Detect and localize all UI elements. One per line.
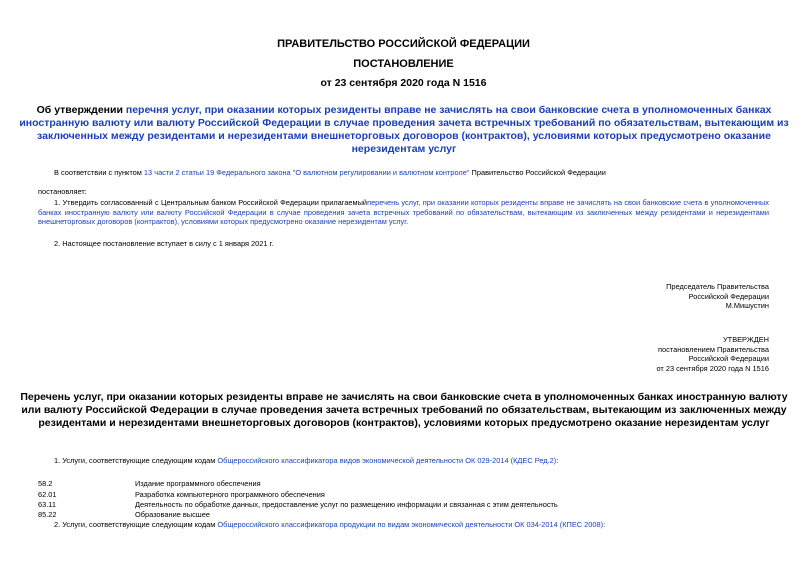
approval-date: от 23 сентября 2020 года N 1516 bbox=[656, 363, 769, 373]
preamble-text-end: Правительство Российской Федерации bbox=[469, 168, 606, 177]
approval-by: постановлением Правительства bbox=[658, 344, 769, 354]
description-cell: Деятельность по обработке данных, предоставление услуг по размещению информации и связанная с этим деятельность bbox=[135, 500, 558, 509]
table-row bbox=[0, 500, 807, 510]
section-1: 1. Услуги, соответствующие следующим кодам Общероссийского классификатора видов экономической деятельности ОК 029-2014 (КДЕС Ред.2): bbox=[54, 456, 559, 465]
table-row bbox=[0, 479, 807, 489]
table-row bbox=[0, 510, 807, 520]
approval-org: Российской Федерации bbox=[688, 354, 769, 364]
section-2-text: 2. Услуги, соответствующие следующим кодам bbox=[54, 520, 218, 529]
list-title: Перечень услуг, при оказании которых резиденты вправе не зачислять на свои банковские счета в уполномоченных банках иностранную валюту или валюту Российской Федерации в случае проведения зачета встречных требований по обязательствам, вытекающим из заключенных между резидентами и нерезидентами внешнеторговых договоров (контрактов), условиями которых предусмотрено оказание нерезидентам услуг bbox=[20, 391, 788, 429]
approval-label: УТВЕРЖДЕН bbox=[722, 335, 769, 344]
title-prefix: Об утверждении bbox=[36, 104, 126, 116]
section-2: 2. Услуги, соответствующие следующим кодам Общероссийского классификатора продукции по видам экономической деятельности ОК 034-2014 (КПЕС 2008): bbox=[54, 520, 606, 529]
resolves-label: постановляет: bbox=[38, 187, 87, 196]
document-date-number: от 23 сентября 2020 года N 1516 bbox=[320, 77, 487, 89]
title-link[interactable]: перечня услуг, при оказании которых резиденты вправе не зачислять на свои банковские счета в уполномоченных банках иностранную валюту или валюту Российской Федерации в случае проведения зачета встречных требований по обязательствам, вытекающим из заключенных между резидентами и нерезидентами внешнеторговых договоров (контрактов), условиями которых предусмотрено оказание нерезидентам услуг bbox=[19, 104, 789, 155]
table-row bbox=[0, 490, 807, 500]
description-cell: Разработка компьютерного программного обеспечения bbox=[135, 490, 325, 499]
preamble-text: В соответствии с пунктом bbox=[54, 168, 144, 177]
section-1-text: 1. Услуги, соответствующие следующим кодам bbox=[54, 456, 218, 465]
preamble-link-article[interactable]: части 2 статьи 19 bbox=[154, 168, 215, 177]
code-cell: 58.2 bbox=[38, 479, 53, 488]
government-heading: ПРАВИТЕЛЬСТВО РОССИЙСКОЙ ФЕДЕРАЦИИ bbox=[277, 38, 530, 50]
section-1-link[interactable]: Общероссийского классификатора видов экономической деятельности ОК 029-2014 (КДЕС Ред.2) bbox=[217, 456, 557, 465]
item-2: 2. Настоящее постановление вступает в силу с 1 января 2021 г. bbox=[54, 239, 274, 248]
preamble-link-point[interactable]: 13 bbox=[143, 168, 153, 177]
code-cell: 85.22 bbox=[38, 510, 57, 519]
code-cell: 62.01 bbox=[38, 490, 57, 499]
description-cell: Образование высшее bbox=[135, 510, 210, 519]
approval-block bbox=[469, 335, 769, 373]
code-cell: 63.11 bbox=[38, 500, 56, 509]
item-1-text: 1. Утвердить согласованный с Центральным банком Российской Федерации прилагаемый bbox=[54, 198, 368, 207]
document-type-heading: ПОСТАНОВЛЕНИЕ bbox=[353, 58, 454, 70]
signature-position: Председатель Правительства bbox=[666, 282, 769, 291]
section-2-link[interactable]: Общероссийского классификатора продукции по видам экономической деятельности ОК 034-2014 (КПЕС 2008) bbox=[217, 520, 604, 529]
preamble-link-law[interactable]: Федерального закона "О валютном регулировании и валютном контроле" bbox=[216, 168, 470, 177]
document-title bbox=[18, 104, 790, 156]
description-cell: Издание программного обеспечения bbox=[135, 479, 261, 488]
item-1: 1. Утвердить согласованный с Центральным банком Российской Федерации прилагаемыйперечень услуг, при оказании которых резиденты вправе не зачислять на свои банковские счета в уполномоченных банках иностранную валюту или валюту Российской Федерации в случае проведения зачета встречных требований по обязательствам, вытекающим из заключенных между резидентами и нерезидентами внешнеторговых договоров (контрактов), условиями которых предусмотрено оказание нерезидентам услуг. bbox=[38, 198, 769, 227]
item-1-link[interactable]: перечень услуг, при оказании которых резиденты вправе не зачислять на свои банковские счета в уполномоченных банках иностранную валюту или валюту Российской Федерации в случае проведения зачета встречных требований по обязательствам, вытекающим из заключенных между резидентами и нерезидентами внешнеторговых договоров (контрактов), условиями которых предусмотрено оказание нерезидентам услуг bbox=[38, 198, 769, 227]
signature-org: Российской Федерации bbox=[688, 291, 769, 301]
signature-block bbox=[469, 282, 769, 311]
signature-name: М.Мишустин bbox=[725, 301, 769, 311]
preamble bbox=[54, 168, 784, 178]
